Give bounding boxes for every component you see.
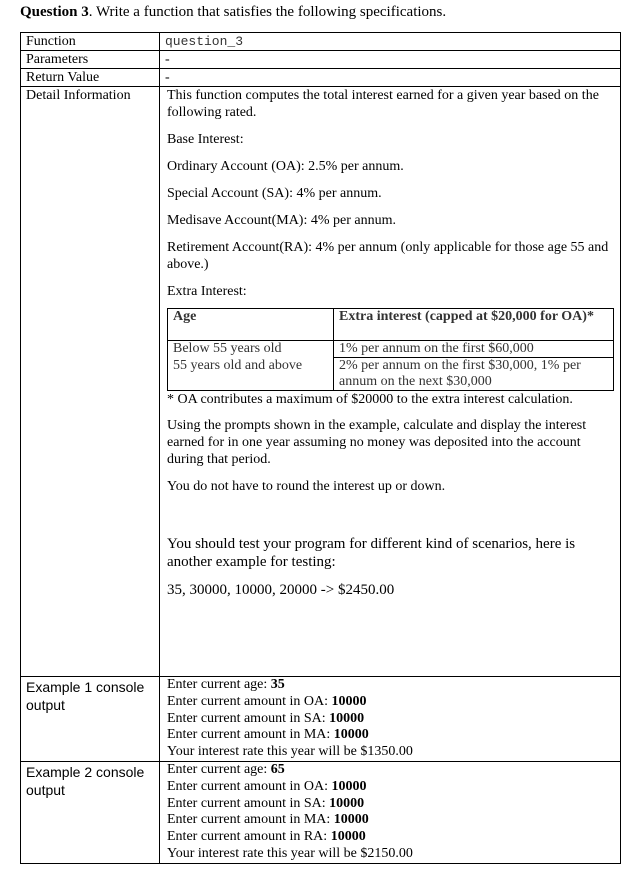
console-prompt: Enter current age: <box>167 761 271 777</box>
row1-extra: 1% per annum on the first $60,000 <box>334 341 614 358</box>
return-row <box>21 69 621 87</box>
detail-label: Detail Information <box>21 87 160 677</box>
ma-rate: Medisave Account(MA): 4% per annum. <box>167 213 396 228</box>
console-input-value: 65 <box>270 761 285 777</box>
example1-row <box>21 677 621 762</box>
console-prompt: Enter current amount in OA: <box>167 693 332 709</box>
console-prompt: Enter current amount in RA: <box>167 829 331 845</box>
question-label: Question 3 <box>20 4 89 20</box>
specification-table <box>20 32 621 864</box>
console-line <box>167 694 615 711</box>
function-label: Function <box>21 33 160 51</box>
example2-output <box>160 761 621 863</box>
console-input-value: 10000 <box>329 795 365 811</box>
table-row <box>168 341 614 358</box>
console-line <box>167 762 615 779</box>
function-name: question_3 <box>165 34 244 49</box>
oa-rate: Ordinary Account (OA): 2.5% per annum. <box>167 159 404 174</box>
test-example: 35, 30000, 10000, 20000 -> $2450.00 <box>167 582 395 598</box>
detail-intro: This function computes the total interest earned for a given year based on the following rated. <box>167 88 599 120</box>
console-line <box>167 796 615 813</box>
example1-output <box>160 677 621 762</box>
row2-age: 55 years old and above <box>168 358 334 391</box>
extra-interest-heading: Extra Interest: <box>167 284 247 299</box>
example1-label: Example 1 console output <box>21 677 160 762</box>
ra-rate: Retirement Account(RA): 4% per annum (only applicable for those age 55 and above.) <box>167 240 609 272</box>
console-input-value: 10000 <box>333 812 369 828</box>
console-line <box>167 711 615 728</box>
row1-age: Below 55 years old <box>168 341 334 358</box>
console-prompt: Enter current amount in MA: <box>167 727 334 743</box>
age-column-header: Age <box>173 309 197 324</box>
parameters-value: - <box>160 51 621 69</box>
table-row <box>168 309 614 341</box>
console-prompt: Enter current amount in MA: <box>167 812 334 828</box>
console-input-value: 35 <box>270 677 285 692</box>
console-input-value: 10000 <box>333 727 369 743</box>
question-heading <box>20 4 446 21</box>
console-input-value: 10000 <box>329 710 365 726</box>
base-interest-heading: Base Interest: <box>167 132 244 147</box>
console-input-value: 10000 <box>331 693 367 709</box>
parameters-row <box>21 51 621 69</box>
return-value: - <box>160 69 621 87</box>
detail-content <box>160 87 621 677</box>
extra-column-header: Extra interest (capped at $20,000 for OA)* <box>339 309 594 324</box>
console-input-value: 10000 <box>330 829 366 845</box>
console-prompt: Your interest rate this year will be $1350.00 <box>167 744 413 760</box>
console-line <box>167 727 615 744</box>
console-prompt: Enter current amount in SA: <box>167 710 330 726</box>
detail-row <box>21 87 621 677</box>
oa-footnote: * OA contributes a maximum of $20000 to the extra interest calculation. <box>167 392 573 407</box>
console-input-value: 10000 <box>331 778 367 794</box>
testing-note: You should test your program for different kind of scenarios, here is another example for testing: <box>167 536 576 570</box>
console-line <box>167 779 615 796</box>
table-row <box>168 358 614 391</box>
console-line <box>167 846 615 863</box>
console-line <box>167 744 615 761</box>
rounding-note: You do not have to round the interest up or down. <box>167 479 446 494</box>
example2-row <box>21 761 621 863</box>
row2-extra: 2% per annum on the first $30,000, 1% per annum on the next $30,000 <box>334 358 614 391</box>
return-label: Return Value <box>21 69 160 87</box>
function-row <box>21 33 621 51</box>
extra-interest-table <box>167 308 614 391</box>
console-prompt: Enter current amount in SA: <box>167 795 330 811</box>
console-line <box>167 812 615 829</box>
console-prompt: Enter current amount in OA: <box>167 778 332 794</box>
console-line <box>167 829 615 846</box>
prompts-instruction: Using the prompts shown in the example, calculate and display the interest earned for in one year assuming no money was deposited into the account during that period. <box>167 418 587 467</box>
question-text: . Write a function that satisfies the following specifications. <box>88 4 447 20</box>
console-prompt: Your interest rate this year will be $2150.00 <box>167 845 413 861</box>
example2-label: Example 2 console output <box>21 761 160 863</box>
console-prompt: Enter current age: <box>167 677 271 692</box>
console-line <box>167 677 615 694</box>
sa-rate: Special Account (SA): 4% per annum. <box>167 186 382 201</box>
parameters-label: Parameters <box>21 51 160 69</box>
